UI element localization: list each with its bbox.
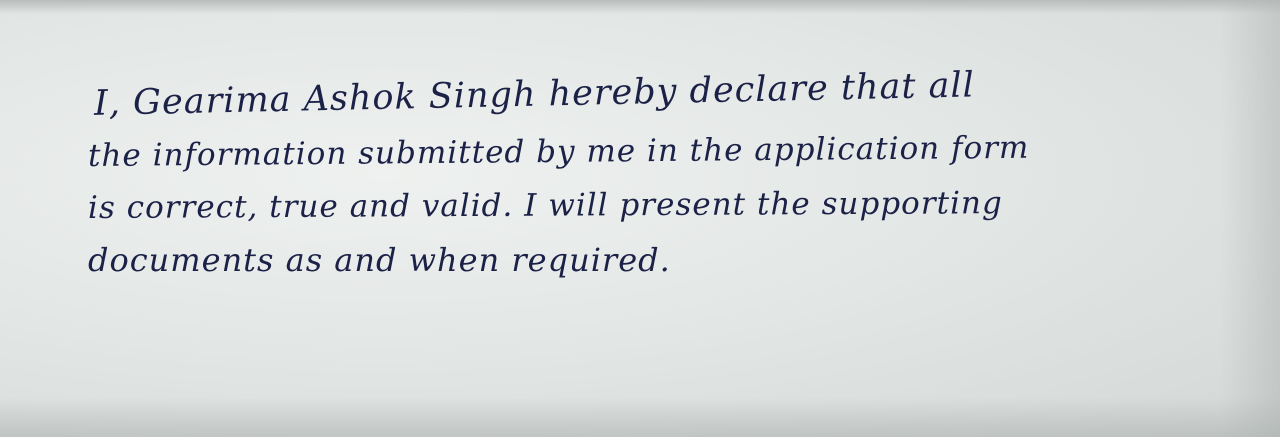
declaration-line-3: is correct, true and valid. I will present the supporting: [87, 185, 1003, 226]
declaration-line-2: the information submitted by me in the application form: [87, 129, 1030, 174]
bottom-shadow: [0, 397, 1280, 437]
declaration-line-1: I, Gearima Ashok Singh hereby declare that all: [93, 65, 976, 124]
declaration-line-4: documents as and when required.: [88, 241, 671, 279]
top-shadow: [0, 0, 1280, 14]
handwritten-declaration: [87, 65, 1248, 286]
